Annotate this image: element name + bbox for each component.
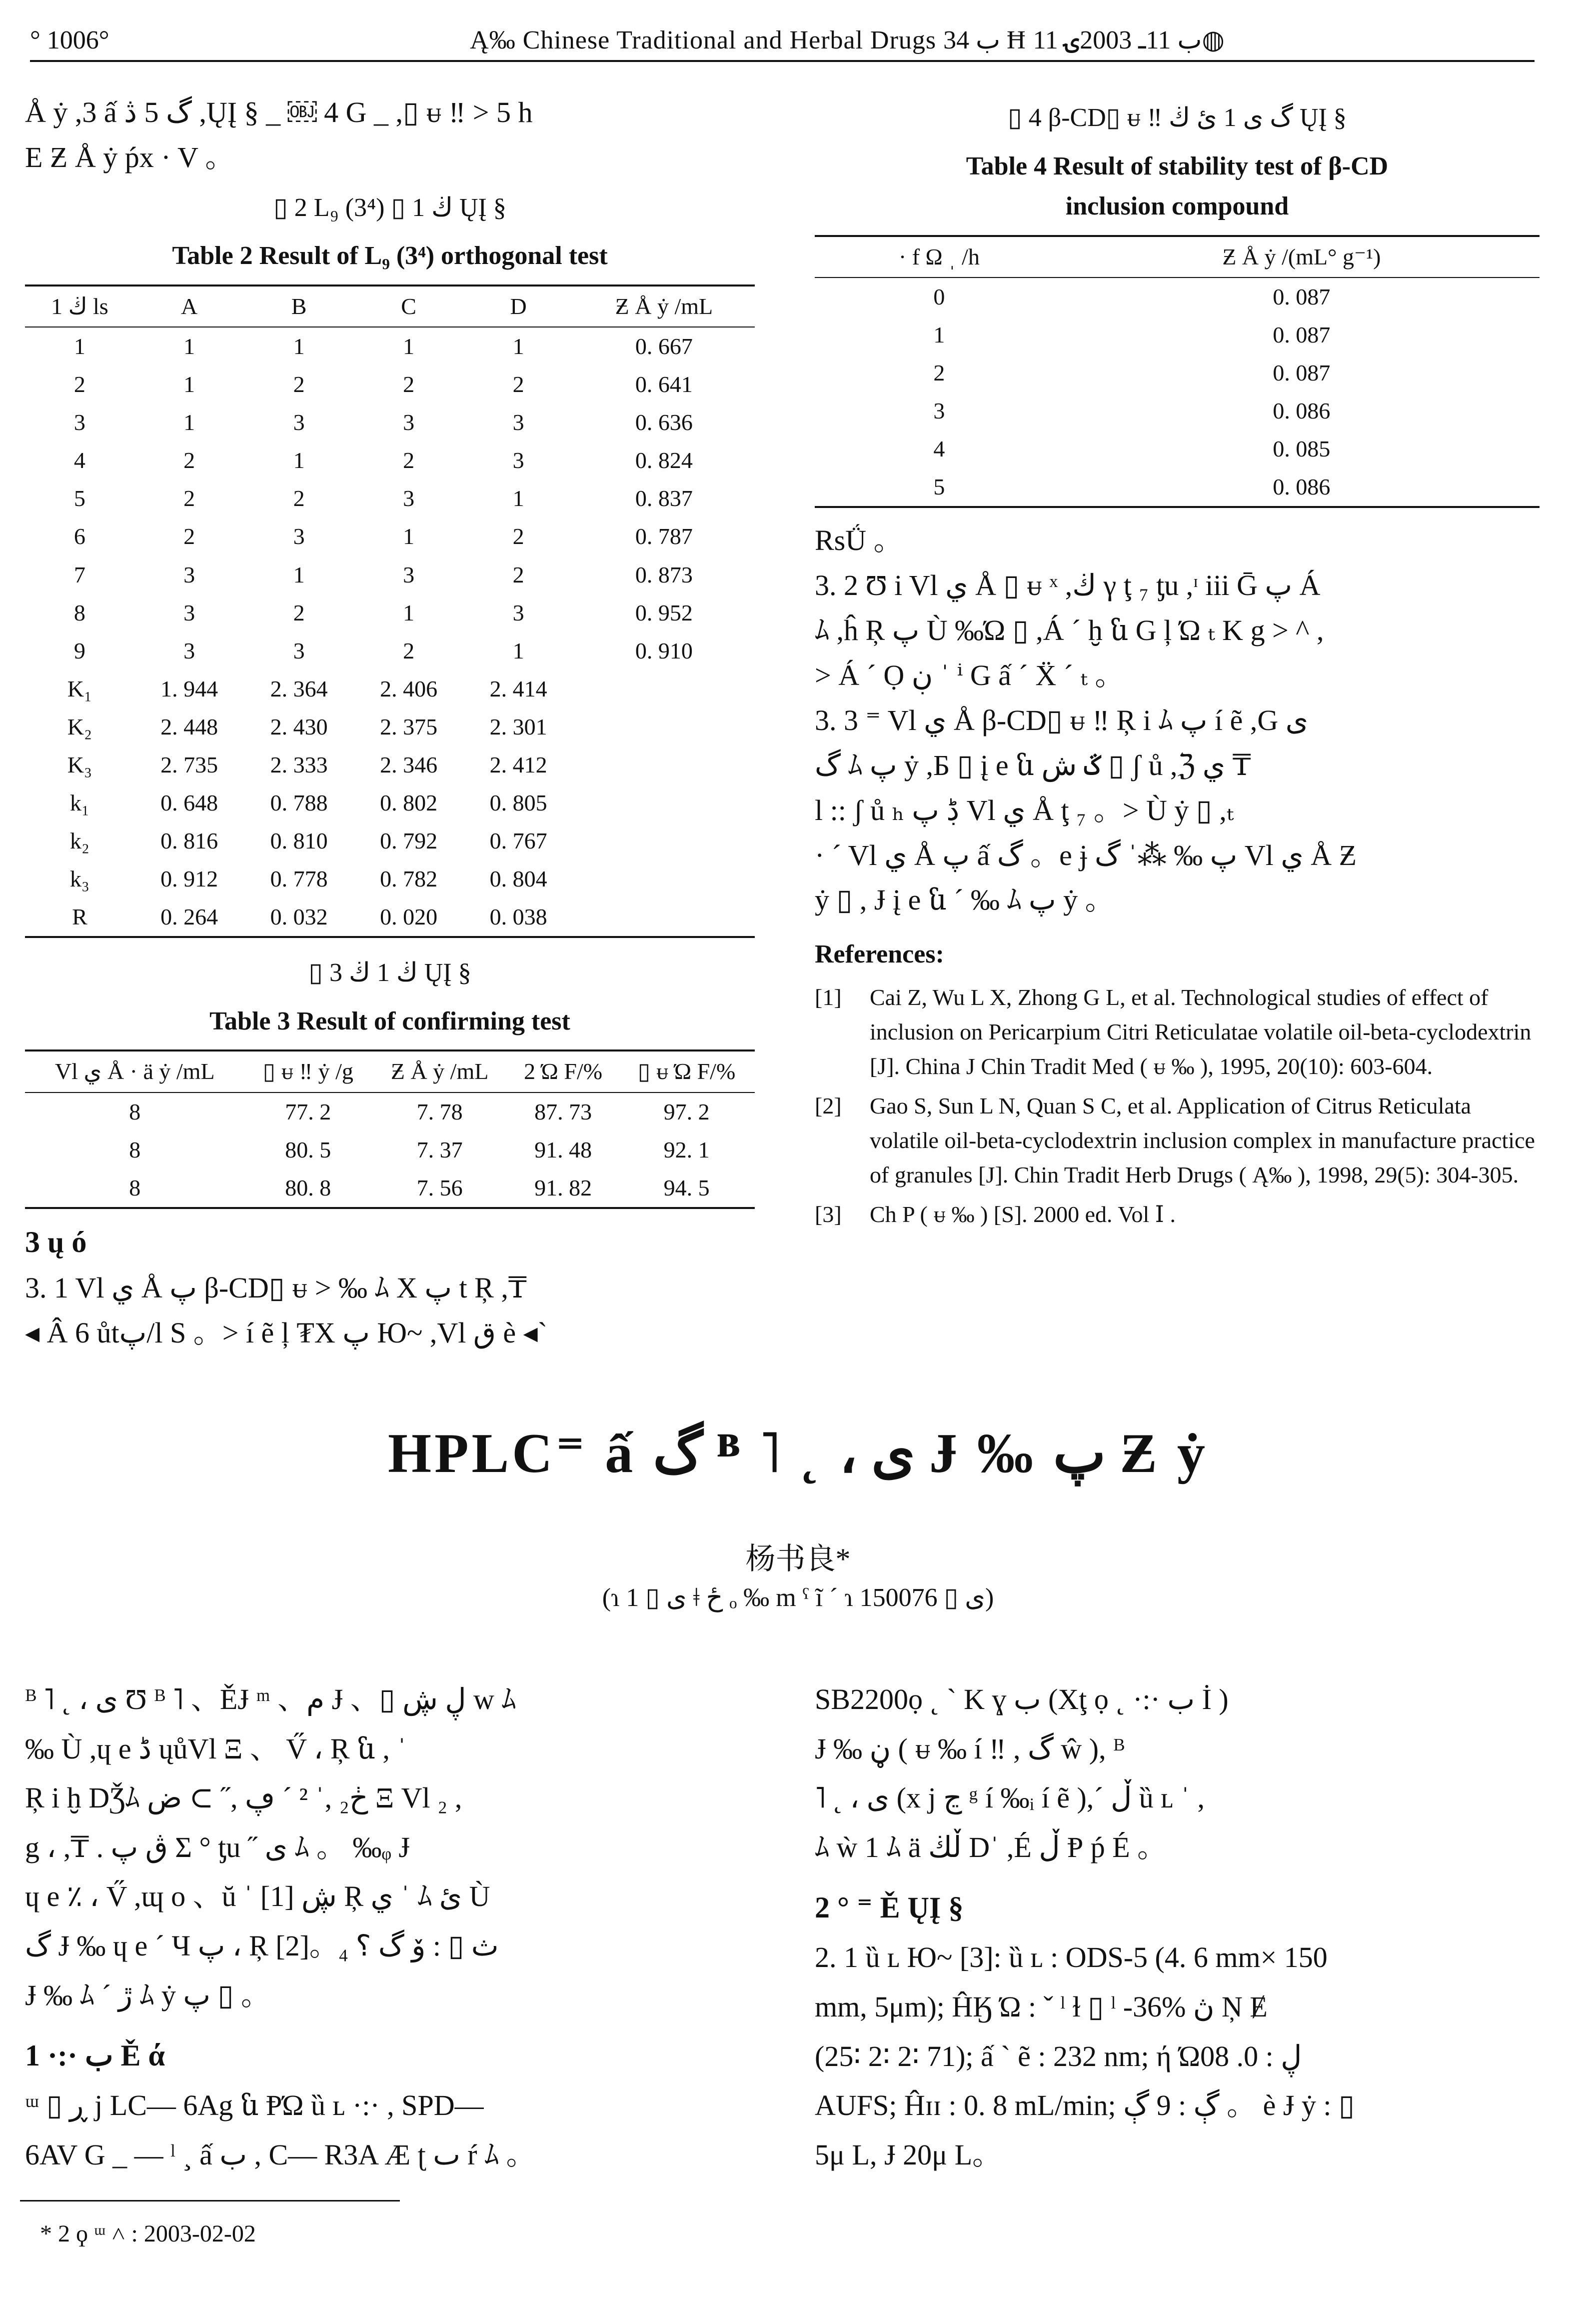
body-line: SB2200ọ ˛ ` K ɣ ب (Xţ ọ ˛ ·:· ب İ ) — [815, 1683, 1229, 1716]
table-cell: 91. 48 — [534, 1136, 592, 1162]
body-line: RsǗ 。 — [815, 524, 903, 557]
table-cell: 5 — [73, 486, 85, 512]
table-cell: 1 — [512, 638, 524, 664]
table-cell: 3 — [403, 562, 415, 588]
table-cell: 2. 412 — [489, 752, 547, 778]
table-cell: 3 — [512, 410, 524, 436]
table-header-cell: ▯ ᵾ ‼ ẏ /g — [244, 1050, 371, 1092]
table-row — [815, 354, 1540, 392]
body-line: ˥ ˛ ، ى (x j ڃ ᵍ í ‰ᵢ í ẽ ),ˊ ڵ ȕ ʟ ˈ , — [815, 1782, 1205, 1814]
table-cell: 1 — [183, 410, 195, 436]
table-cell: 0. 952 — [635, 600, 693, 626]
table-cell: 0. 912 — [160, 866, 218, 892]
table-cell: 3 — [403, 410, 415, 436]
table-cell: 2 — [293, 486, 305, 512]
table-cell: 2 — [512, 562, 524, 588]
table-cell: 4 — [73, 448, 85, 474]
table-cell: 2 — [183, 448, 195, 474]
table-row — [815, 316, 1540, 354]
table-row — [25, 708, 755, 746]
body-line: > Á ˊ Ọ ڹ ˈ ⁱ G ấ ˊ Ẍ ˊ ₜ 。 — [815, 659, 1124, 692]
reference-text: Ch P ( ᵾ ‰ ) [S]. 2000 ed. Vol Ⅰ . — [870, 1201, 1176, 1227]
table-cell: 0. 787 — [635, 524, 693, 550]
table-row — [25, 1169, 755, 1208]
table-cell: 87. 73 — [534, 1098, 592, 1124]
body-line: 2. 1 ȕ ʟ Ю~ [3]: ȕ ʟ : ODS-5 (4. 6 mm× 150 — [815, 1941, 1328, 1974]
table-row — [815, 468, 1540, 507]
table-row — [25, 1092, 755, 1131]
table2-caption-en: Table 2 Result of L₉ (3⁴) orthogonal test — [172, 242, 608, 270]
table-cell: 80. 5 — [285, 1136, 331, 1162]
body-line: (25∶ 2∶ 2∶ 71); ấ ˋ ẽ : 232 nm; ή Ώڸ : 0. 08 — [815, 2040, 1302, 2072]
right-column — [815, 90, 1540, 1232]
table-cell: 0. 264 — [160, 904, 218, 930]
table-cell: 1. 944 — [160, 676, 218, 702]
table-cell: 1 — [183, 334, 195, 360]
table-cell: 2 — [293, 600, 305, 626]
table-cell: 1 — [403, 334, 415, 360]
journal-title: Ą‰ Chinese Traditional and Herbal Drugs ب 34 Ħ ب 11ـ 2003ۍ 11◍ — [470, 26, 1225, 54]
table-row — [25, 860, 755, 898]
body-line: 3. 1 Vl ي Å پ β-CD▯ ᵾ > ‰ ﾑ X پ t Ŗ ,₸ — [25, 1271, 527, 1304]
table-cell: 0. 648 — [160, 790, 218, 816]
table-row — [25, 518, 755, 556]
table-cell — [573, 746, 755, 784]
table-cell: K₃ — [67, 752, 92, 778]
table-cell: 2 — [403, 448, 415, 474]
table-cell: 0. 778 — [270, 866, 328, 892]
body-line: ᴮ ˥ ˛ ، ى Ʊ ᴮ ˥ 、ĚɈ ᵐ 、م Ɉ 、▯ ڸ ڜ w ﾑ — [25, 1683, 516, 1716]
table-cell: 3 — [183, 638, 195, 664]
table-cell: 4 — [933, 436, 945, 462]
table-cell: 2 — [403, 372, 415, 398]
body-line: ﾑ ẁ 1 ﾑ ä ڵڬ Dˈ ,É ڵ Ᵽ ṕ É 。 — [815, 1830, 1167, 1864]
reference-number: [1] — [815, 984, 842, 1010]
table-cell: 2. 735 — [160, 752, 218, 778]
table-2 — [25, 284, 755, 938]
table-cell: 2. 448 — [160, 714, 218, 740]
table4-caption-en: Table 4 Result of stability test of β-CD — [966, 152, 1389, 180]
table-cell: 0. 667 — [635, 334, 693, 360]
table-cell: 0. 086 — [1273, 398, 1331, 424]
table-cell: 0. 641 — [635, 372, 693, 398]
table-cell: 3 — [933, 398, 945, 424]
table-header-cell: 2 Ώ F/% — [508, 1050, 618, 1092]
table-cell: 8 — [73, 600, 85, 626]
references-heading: References: — [815, 940, 944, 969]
table-cell: 1 — [512, 334, 524, 360]
table-cell: 0. 087 — [1273, 322, 1331, 348]
table-cell: 2 — [403, 638, 415, 664]
body-line: · ˊ Vl ي Å پ ấ گ 。e ɉ پ ‰ ⁂ˈ گ Vl ي Å Ƶ — [815, 838, 1357, 872]
table-row — [25, 594, 755, 632]
table-row — [25, 1131, 755, 1169]
table-cell: 3 — [293, 410, 305, 436]
author-name: 杨书良* — [745, 1542, 851, 1576]
table-row — [815, 278, 1540, 316]
body-line: 3. 3 ⁼ Vl ي Å β-CD▯ ᵾ ‼ Ŗ i ﾑ پ í ẽ ,G ى — [815, 704, 1309, 736]
left-column — [25, 90, 755, 1356]
table-cell: 0. 087 — [1273, 360, 1331, 386]
table-cell: 2 — [933, 360, 945, 386]
table-cell: 2 — [293, 372, 305, 398]
table-4 — [815, 235, 1540, 508]
table3-caption-en: Table 3 Result of confirming test — [209, 1006, 570, 1036]
running-header — [30, 20, 1535, 62]
table-cell: 2. 364 — [270, 676, 328, 702]
table-cell: 0. 782 — [380, 866, 438, 892]
table-cell — [573, 784, 755, 822]
table-row — [815, 392, 1540, 430]
body-line: ﾑ ,ĥ Ŗ پ Ù ‰Ώ ▯ ,Á ˊ ḫ ն G ļ Ώ ₜ K g > ^ , — [815, 614, 1324, 647]
table-cell: 6 — [73, 524, 85, 550]
table-header-cell: D — [463, 286, 573, 327]
table-header-cell: Ƶ Å ẏ /mL — [371, 1050, 508, 1092]
table-cell: 0. 038 — [489, 904, 547, 930]
table-row — [815, 430, 1540, 468]
body-line: mm, 5μm); ĤӃ Ώ : ˇ ˡ ɫ ▯ ˡ -36% ڽ Ņ Ɇ — [815, 1990, 1268, 2023]
reference-item — [815, 1197, 1540, 1232]
table-cell: 7. 56 — [416, 1174, 463, 1200]
reference-number: [2] — [815, 1092, 842, 1118]
table-cell: 2 — [183, 524, 195, 550]
table-cell — [573, 822, 755, 860]
table-cell: 3 — [512, 600, 524, 626]
table-row — [25, 670, 755, 708]
table-cell: 3 — [293, 524, 305, 550]
table-cell: 1 — [293, 562, 305, 588]
author-affiliation: (ɿ ى ▯ 1 ǂ ځ ₒ ‰ m ˁ ĩ ˊ ɿ ى ▯ 150076) — [602, 1584, 994, 1612]
table-cell: 2. 346 — [380, 752, 438, 778]
table-header-cell: · f Ω ˌ /h — [815, 236, 1064, 278]
abstract-left-column — [25, 1675, 755, 2180]
table-cell: 3 — [512, 448, 524, 474]
body-line: گ Ɉ ‰ ɥ e ˊ Ч پ ، Ŗ [2]。₄ ث ▯ : ۆ گ ؟ — [25, 1929, 499, 1962]
table-row — [25, 480, 755, 518]
table-cell — [573, 708, 755, 746]
table-cell: K₁ — [67, 676, 92, 702]
table-cell: 5 — [933, 474, 945, 500]
table-cell: 0. 837 — [635, 486, 693, 512]
table-cell: 0. 804 — [489, 866, 547, 892]
table-cell: 3 — [73, 410, 85, 436]
table-header-cell: B — [244, 286, 354, 327]
body-line: g ، ,₸ . ڨ پ Σ ° ƫu ˝ ى ﾑ 。 ‰ᵩ Ɉ — [25, 1830, 410, 1864]
body-line: ᵚ ▯ ڕ j LC— 6Ag ն ⱣΏ ȕ ʟ ·:· , SPD— — [25, 2089, 484, 2122]
section-1-heading: 1 ·:· ب Ě ά — [25, 2039, 165, 2072]
body-line: l :: ʃ ů ₕ ڋ پ Vl ي Å ţ ₇ 。> Ù ẏ ▯ ,ₜ — [815, 794, 1234, 826]
table-cell: 2. 430 — [270, 714, 328, 740]
table-cell: 0. 910 — [635, 638, 693, 664]
table-cell: 3 — [403, 486, 415, 512]
table-cell: 7. 78 — [416, 1098, 463, 1124]
table-cell: 2. 301 — [489, 714, 547, 740]
table3-caption-cn: ▯ 3 ڬ 1 ڬ ŲĮ § — [308, 958, 471, 988]
table-cell: k₃ — [69, 866, 89, 892]
table-cell: K₂ — [67, 714, 92, 740]
body-line: 6AV G _ — ˡ ¸ ấ ب , C— R3A Æ ʈ ٮ ŕ ﾑ 。 — [25, 2138, 535, 2171]
table-row — [25, 442, 755, 480]
table-row — [25, 404, 755, 442]
table-cell: 0 — [933, 284, 945, 310]
body-line: ẏ ▯ , Ɉ į e ն ˊ ‰ ﾑ پ ẏ 。 — [815, 884, 1114, 916]
table-cell: 2 — [512, 372, 524, 398]
table-cell: 1 — [293, 334, 305, 360]
body-line: ɥ e ٪ ، V̋ ,ɰ o 、ŭ ˈ [1] ڜ Ŗ ي ˈ ﾑ ئ Ù — [25, 1880, 490, 1913]
table-3 — [25, 1050, 755, 1208]
article-title: HPLC⁼ ấ گ ᴮ ˥ ˛ ، ى Ɉ ‰ پ Ƶ ẏ — [388, 1422, 1208, 1484]
table-cell: 1 — [183, 372, 195, 398]
table-cell: 0. 032 — [270, 904, 328, 930]
table-cell: 80. 8 — [285, 1174, 331, 1200]
table2-caption-cn: ▯ 2 L₉ (3⁴) ▯ 1 ڬ ŲĮ § — [273, 193, 506, 222]
table-cell: 2. 414 — [489, 676, 547, 702]
table-cell: 91. 82 — [534, 1174, 592, 1200]
table-cell: 2 — [183, 486, 195, 512]
table-header-cell: Ƶ Å ẏ /(mL° g⁻¹) — [1064, 236, 1540, 278]
body-line: 3. 2 Ʊ i Vl ي Å ▯ ᵾ ˣ ,ڬ γ ţ ₇ ƫu ,ᶦ iii Ḡ پ Á — [815, 569, 1321, 602]
body-line: 5μ L, Ɉ 20μ L。 — [815, 2138, 1002, 2171]
table-header-cell: C — [354, 286, 464, 327]
table-cell: 7. 37 — [416, 1136, 463, 1162]
table-row — [25, 632, 755, 670]
reference-item — [815, 1088, 1540, 1192]
table-cell: k₂ — [69, 828, 89, 854]
table-cell: 0. 792 — [380, 828, 438, 854]
table-cell: 1 — [293, 448, 305, 474]
table-cell: 1 — [933, 322, 945, 348]
table-cell: 2 — [73, 372, 85, 398]
table-cell: 3 — [293, 638, 305, 664]
table-cell: 9 — [73, 638, 85, 664]
table-cell: R — [72, 904, 87, 930]
table-cell: 0. 636 — [635, 410, 693, 436]
table-cell: 0. 788 — [270, 790, 328, 816]
table-cell: 0. 085 — [1273, 436, 1331, 462]
table-header-cell: Ƶ Å ẏ /mL — [573, 286, 755, 327]
table-header-cell: Vl ي Å · ä ẏ /mL — [25, 1050, 244, 1092]
table-cell: 77. 2 — [285, 1098, 331, 1124]
table-row — [25, 746, 755, 784]
table-cell: 1 — [403, 600, 415, 626]
table4-caption-en-2: inclusion compound — [1065, 192, 1289, 221]
table-cell — [573, 898, 755, 937]
table-cell: 3 — [183, 562, 195, 588]
body-line: ◂ Â 6 ůtپ/l S 。> í ẽ ļ ₮X پ Ю~ ,Vl ق è ◂` — [25, 1316, 548, 1349]
table-cell: k₁ — [69, 790, 89, 816]
table-header-cell: A — [134, 286, 244, 327]
reference-number: [3] — [815, 1201, 842, 1227]
table-cell: 0. 020 — [380, 904, 438, 930]
table-cell: 1 — [73, 334, 85, 360]
table-cell: 1 — [403, 524, 415, 550]
table4-caption-cn: ▯ 4 β-CD▯ ᵾ ‼ گ ى 1 ئ ڬ ŲĮ § — [1008, 104, 1347, 132]
section-3-heading: 3 ų ó — [25, 1225, 87, 1258]
body-line: Ŗ i ḫ DǮﾑ ڂ₂ ,ˈ ² ˊ ڥ ,˝ ⊃ ض Ξ Vl ₂ , — [25, 1782, 462, 1814]
intro-line: Å ẏ ,3 ấ گ 5 ڎ ,ŲĮ § _ ￼ 4 G _ ,▯ ᵾ ‼ > 5 h — [25, 96, 533, 128]
body-line: گ ﾑ پ ẏ ,Б ▯ į e ն ػ ش ▯ ʃ ů ,ℨ ي ₸ — [815, 748, 1251, 782]
table-cell: 0. 824 — [635, 448, 693, 474]
table-cell: 7 — [73, 562, 85, 588]
table-cell: 8 — [129, 1098, 141, 1124]
table-cell: 2. 375 — [380, 714, 438, 740]
body-line: AUFS; Ĥɪɪ : 0. 8 mL/min; ڳ : 9 ڳ 。 è Ɉ ẏ : ▯ — [815, 2089, 1355, 2122]
table-cell — [573, 860, 755, 898]
table-row — [25, 366, 755, 404]
table-cell: 94. 5 — [663, 1174, 710, 1200]
table-cell: 8 — [129, 1136, 141, 1162]
table-cell: 0. 767 — [489, 828, 547, 854]
abstract-right-column — [815, 1675, 1540, 2180]
table-cell: 0. 086 — [1273, 474, 1331, 500]
table-cell: 92. 1 — [663, 1136, 710, 1162]
body-line: Ɉ ‰ ﾑ ˊ ڙ ﾑ ẏ پ ▯ 。 — [25, 1978, 270, 2012]
table-cell: 0. 087 — [1273, 284, 1331, 310]
table-cell: 97. 2 — [663, 1098, 710, 1124]
table-cell: 0. 816 — [160, 828, 218, 854]
page-number: ° 1006° — [30, 26, 109, 54]
footnote: * 2 ϙ ᵚ ˄ : 2003-02-02 — [40, 2220, 256, 2247]
table-cell — [573, 670, 755, 708]
table-cell: 3 — [183, 600, 195, 626]
footnote-rule — [20, 2200, 400, 2202]
table-row — [25, 327, 755, 366]
body-line: ‰ Ù ,ɥ e ڈ ųůVl Ξ 、 V̋ ، Ŗ ն , ˈ — [25, 1732, 407, 1765]
table-cell: 8 — [129, 1174, 141, 1200]
table-cell: 2 — [512, 524, 524, 550]
reference-list — [815, 980, 1540, 1232]
body-line: 2 ° ⁼ Ě ŲĮ § — [815, 1891, 964, 1924]
table-row — [25, 898, 755, 937]
reference-text: Gao S, Sun L N, Quan S C, et al. Application of Citrus Reticulata volatile oil-beta-cyclodextrin inclusion complex in manufacture practice of granules [J]. Chin Tradit Herb Drugs ( Ą‰ ), 1998, 29(5): 304-305. — [870, 1092, 1535, 1188]
table-row — [25, 556, 755, 594]
intro-line: E Ƶ Å ẏ ṕx · V 。 — [25, 140, 234, 174]
table-cell: 0. 802 — [380, 790, 438, 816]
table-header-cell: 1 ڬ ls — [25, 286, 134, 327]
reference-text: Cai Z, Wu L X, Zhong G L, et al. Technological studies of effect of inclusion on Pericarpium Citri Reticulatae volatile oil-beta-cyclodextrin [J]. China J Chin Tradit Med ( ᵾ ‰ ), 1995, 20(10): 603-604. — [870, 984, 1532, 1079]
table-cell: 0. 873 — [635, 562, 693, 588]
table-row — [25, 822, 755, 860]
table-cell: 2. 406 — [380, 676, 438, 702]
table-header-cell: ▯ ᵾ Ώ F/% — [618, 1050, 755, 1092]
table-cell: 2. 333 — [270, 752, 328, 778]
body-line: Ɉ ‰ ڼ ( ᵾ ‰ í ‼ , گ ŵ ), ᴮ — [815, 1732, 1125, 1765]
table-cell: 0. 810 — [270, 828, 328, 854]
reference-item — [815, 980, 1540, 1084]
results-paragraph — [815, 518, 1540, 922]
table-cell: 0. 805 — [489, 790, 547, 816]
table-cell: 1 — [512, 486, 524, 512]
table-row — [25, 784, 755, 822]
